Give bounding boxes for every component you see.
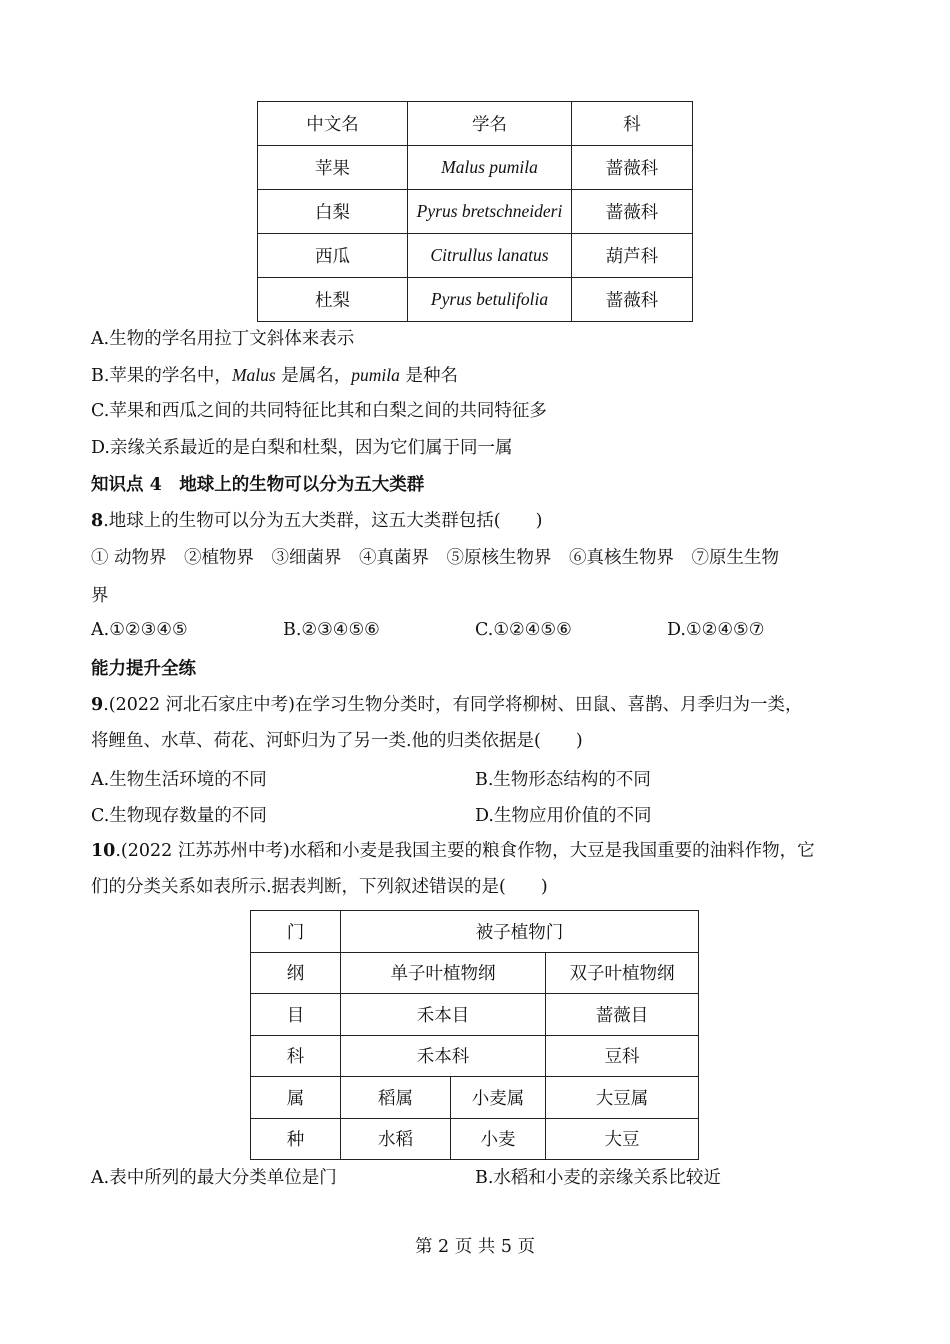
- q10-number: 10: [91, 841, 116, 861]
- cell-name: 杜梨: [258, 278, 408, 322]
- genus-text: Malus: [231, 365, 276, 385]
- q8-stem: [91, 509, 542, 533]
- q8-stem-text: .地球上的生物可以分为五大类群，这五大类群包括( ): [103, 511, 543, 531]
- table-row: [258, 234, 693, 278]
- cell-sci: [408, 278, 572, 322]
- q7-option-b-mid: 是属名，: [275, 366, 352, 386]
- q9-option-a: A.生物生活环境的不同: [91, 770, 267, 790]
- cell-class-mono: 单子叶植物纲: [341, 952, 546, 994]
- cell-genus-rice: 稻属: [341, 1077, 451, 1119]
- cell-family: 蔷薇科: [572, 190, 693, 234]
- cell-name: 白梨: [258, 190, 408, 234]
- cell-genus-soy: 大豆属: [546, 1077, 699, 1119]
- table-row: [251, 1035, 699, 1077]
- cell-family-mono: 禾本科: [341, 1035, 546, 1077]
- cell-order-mono: 禾本目: [341, 994, 546, 1036]
- table-row: [251, 952, 699, 994]
- q8-option-d: D.①②④⑤⑦: [667, 620, 765, 640]
- sci-name-text: Citrullus lanatus: [430, 245, 549, 265]
- table-row: [251, 911, 699, 953]
- classification-table: [250, 910, 699, 1160]
- species-text: pumila: [351, 365, 400, 385]
- header-family: 科: [572, 102, 693, 146]
- table-row: [251, 994, 699, 1036]
- table-row: [251, 1077, 699, 1119]
- cell-family: 葫芦科: [572, 234, 693, 278]
- q8-number: 8: [91, 511, 104, 531]
- sci-name-text: Pyrus betulifolia: [430, 289, 549, 309]
- q10-stem-line2: 们的分类关系如表所示.据表判断，下列叙述错误的是( ): [91, 877, 548, 897]
- q9-stem-line2: 将鲤鱼、水草、荷花、河虾归为了另一类.他的归类依据是( ): [91, 731, 583, 751]
- cell-genus-wheat: 小麦属: [451, 1077, 546, 1119]
- cell-name: 苹果: [258, 146, 408, 190]
- cell-family: 蔷薇科: [572, 146, 693, 190]
- taxonomy-table: [257, 101, 693, 322]
- q9-number: 9: [91, 695, 104, 715]
- cell-name: 西瓜: [258, 234, 408, 278]
- cell-species-rice: 水稻: [341, 1118, 451, 1160]
- page-footer: 第 2 页 共 5 页: [414, 1237, 536, 1257]
- table-row: [258, 190, 693, 234]
- cell-sci: [408, 234, 572, 278]
- cell-sci: [408, 190, 572, 234]
- q7-option-d: D.亲缘关系最近的是白梨和杜梨，因为它们属于同一属: [91, 438, 513, 458]
- q9-stem-text: .(2022 河北石家庄中考)在学习生物分类时，有同学将柳树、田鼠、喜鹊、月季归为一类，: [103, 695, 803, 715]
- table-row: [251, 1118, 699, 1160]
- cell-order-di: 蔷薇目: [546, 994, 699, 1036]
- table-row: [258, 146, 693, 190]
- q10-option-b: B.水稻和小麦的亲缘关系比较近: [475, 1168, 721, 1188]
- rank-label: 种: [251, 1118, 341, 1160]
- rank-label: 属: [251, 1077, 341, 1119]
- cell-family: 蔷薇科: [572, 278, 693, 322]
- header-chinese-name: 中文名: [258, 102, 408, 146]
- q8-items-line1: ① 动物界 ②植物界 ③细菌界 ④真菌界 ⑤原核生物界 ⑥真核生物界 ⑦原生生物: [91, 548, 780, 568]
- q9-option-d: D.生物应用价值的不同: [475, 806, 652, 826]
- q9-stem-line1: [91, 693, 803, 717]
- q10-stem-text: .(2022 江苏苏州中考)水稻和小麦是我国主要的粮食作物，大豆是我国重要的油料作物，它: [115, 841, 815, 861]
- cell-phylum: 被子植物门: [341, 911, 699, 953]
- q7-option-c: C.苹果和西瓜之间的共同特征比其和白梨之间的共同特征多: [91, 401, 547, 421]
- q7-option-a: A.生物的学名用拉丁文斜体来表示: [91, 329, 355, 349]
- q9-option-b: B.生物形态结构的不同: [475, 770, 651, 790]
- cell-family-di: 豆科: [546, 1035, 699, 1077]
- cell-species-wheat: 小麦: [451, 1118, 546, 1160]
- cell-class-di: 双子叶植物纲: [546, 952, 699, 994]
- q8-option-a: A.①②③④⑤: [91, 620, 188, 640]
- sci-name-text: Malus pumila: [441, 157, 538, 177]
- table-row: [258, 278, 693, 322]
- q8-option-b: B.②③④⑤⑥: [283, 620, 380, 640]
- rank-label: 门: [251, 911, 341, 953]
- q10-stem-line1: [91, 839, 815, 863]
- q8-items-line2: 界: [91, 586, 109, 606]
- cell-species-soy: 大豆: [546, 1118, 699, 1160]
- q10-option-a: A.表中所列的最大分类单位是门: [91, 1168, 337, 1188]
- rank-label: 科: [251, 1035, 341, 1077]
- sci-name-text: Pyrus bretschneideri: [416, 201, 563, 221]
- table-header-row: [258, 102, 693, 146]
- q9-option-c: C.生物现存数量的不同: [91, 806, 267, 826]
- q8-option-c: C.①②④⑤⑥: [475, 620, 572, 640]
- cell-sci: [408, 146, 572, 190]
- knowledge-point-title: 知识点 4 地球上的生物可以分为五大类群: [91, 475, 425, 495]
- q7-option-b: [91, 363, 458, 388]
- section-title: 能力提升全练: [91, 659, 196, 679]
- q7-option-b-post: 是种名: [399, 366, 458, 386]
- rank-label: 纲: [251, 952, 341, 994]
- q7-option-b-pre: B.苹果的学名中，: [91, 366, 232, 386]
- header-scientific-name: 学名: [408, 102, 572, 146]
- rank-label: 目: [251, 994, 341, 1036]
